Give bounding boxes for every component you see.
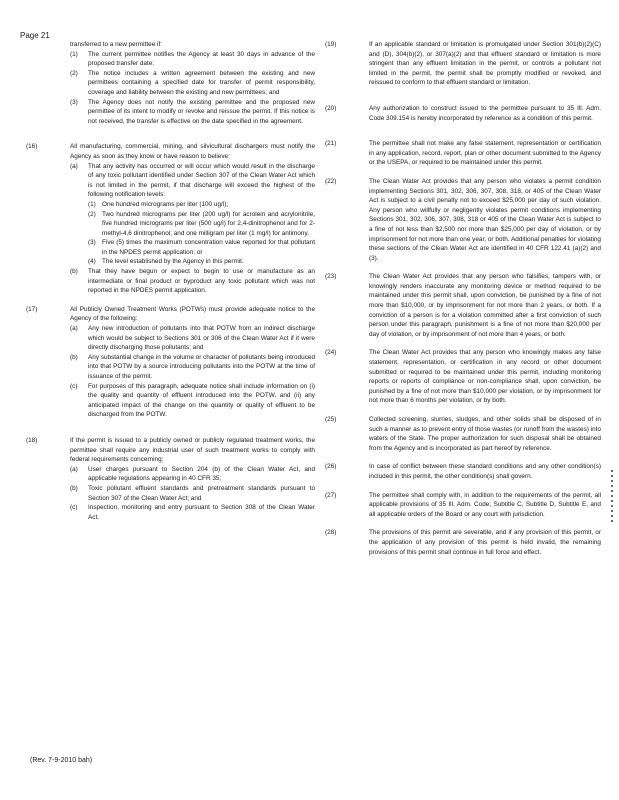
revision-footer: (Rev. 7-9-2010 bah) bbox=[30, 757, 93, 764]
condition-17-item: (c) For purposes of this paragraph, adequate notice shall include information on (i) the quality and quantity of effluent introduced into the POTW, and (ii) any anticipated impact of the change on the quantity or quality of effluent to be discharged from the POTW. bbox=[70, 382, 315, 419]
condition-18-item: (c) Inspection, monitoring and entry pursuant to Section 308 of the Clean Water Act. bbox=[70, 504, 315, 521]
condition-20: (20) Any authorization to construct issued to the permittee pursuant to 35 Ill. Adm. Code 309.154 is hereby incorporated by reference as a condition of this permit. bbox=[325, 104, 601, 122]
notification-level: (3) Five (5) times the maximum concentration value reported for that pollutant in the NPDES permit application; or bbox=[88, 239, 315, 256]
condition-18 bbox=[26, 436, 315, 522]
condition-intro: If the permit is issued to a publicly owned or publicly regulated treatment works, the permittee shall require any industrial user of such treatment works to comply with federal requirements concerning: bbox=[70, 436, 315, 464]
scan-edge-mark bbox=[611, 470, 613, 522]
condition-23: (23) The Clean Water Act provides that any person who falsifies, tampers with, or knowingly renders inaccurate any monitoring device or method required to be maintained under this permit shall, upon conviction, be punished by a fine of not more than $10,000, or by imprisonment for not more than 2 years, or both. If a conviction of a person is for a violation committed after a first conviction of such person under this paragraph, punishment is a fine of not more than $20,000 per day of violation, or by imprisonment of not more than 4 years, or both. bbox=[325, 273, 601, 338]
condition-intro: All manufacturing, commercial, mining, and silvicultural dischargers must notify the Agency as soon as they know or have reason to believe: bbox=[70, 143, 315, 160]
condition-24: (24) The Clean Water Act provides that any person who knowingly makes any false statement, representation, or certification in any record or other document submitted or required to be maintained under this permit, including monitoring reports or reports of compliance or non-compliance shall, upon conviction, be punished by a fine of not more than $10,000 per violation, or by imprisonment for not more than 6 months per violation, or by both. bbox=[325, 349, 601, 405]
condition-22-additional: Additional penalties for violating these sections of the Clean Water Act are identified in 40 CFR 122.41 (a)(2) and (3). bbox=[369, 235, 601, 262]
condition-18-item: (b) Toxic pollutant effluent standards and pretreatment standards pursuant to Section 307 of the Clean Water Act; and bbox=[70, 484, 315, 502]
condition-number: (18) bbox=[26, 436, 38, 444]
notification-level: (1) One hundred micrograms per liter (100 ug/l); bbox=[88, 200, 229, 208]
condition-19: (19) If an applicable standard or limitation is promulgated under Section 301(b)(2)(C) and (D), 304(b)(2), or 307(a)(2) and that effluent standard or limitation is more stringent than any effluent limitation in the permit, or controls a pollutant not limited in the permit, the permit shall be promptly modified or revoked, and reissued to conform to that effluent standard or limitation. bbox=[325, 41, 601, 87]
condition-number: (16) bbox=[26, 143, 38, 151]
transfer-item: (1) The current permittee notifies the Agency at least 30 days in advance of the proposed transfer date; bbox=[70, 50, 315, 68]
condition-17-item: (b) Any substantial change in the volume or character of pollutants being introduced into that POTW by a source introducing pollutants into the POTW at the time of issuance of the permit. bbox=[70, 353, 316, 380]
condition-25: (25) Collected screening, slurries, sludges, and other solids shall be disposed of in such a manner as to prevent entry of those wastes (or runoff from the wastes) into waters of the State. The proper authorization for such disposal shall be obtained from the Agency and is incorporated as part hereof by reference. bbox=[325, 416, 601, 452]
condition-17 bbox=[26, 305, 315, 420]
condition-17-item: (a) Any new introduction of pollutants into that POTW from an indirect discharge which would be subject to Sections 301 or 306 of the Clean Water Act if it were directly discharging those pollutants; and bbox=[70, 325, 315, 352]
condition-26: (26) In case of conflict between these standard conditions and any other condition(s) included in this permit, the other condition(s) shall govern. bbox=[325, 463, 601, 480]
transfer-intro: transferred to a new permittee if: bbox=[70, 41, 162, 48]
condition-28: (28) The provisions of this permit are severable, and if any provision of this permit, or the application of any provision of this permit is held invalid, the remaining provisions of this permit shall continue in full force and effect. bbox=[325, 529, 601, 556]
left-column bbox=[26, 40, 315, 522]
condition-27: (27) The permittee shall comply with, in addition to the requirements of the permit, all applicable provisions of 35 Ill. Adm. Code, Subtitle C, Subtitle D, Subtitle E, and all applicable orders of the Board or any court with jurisdiction. bbox=[325, 491, 601, 518]
condition-16-a: (a) That any activity has occurred or will occur which would result in the discharge of any toxic pollutant identified under Section 307 of the Clean Water Act which is not limited in the permit, if that discharge will exceed the highest of the following notification levels: (1) One hundred micrograms per liter (100 ug/l); (2) Two hundred micrograms per liter (200 ug/l) for acrolein and acrylonitrile, five hundred micrograms per liter (500 ug/l) for 2,4-dinitrophenol and for 2-methyl-4,6 dinitrophenol; and one milligram per liter (1 mg/l) for antimony. (3) Five (5) times the maximum concentration value reported for that pollutant in the NPDES permit application; or (4) The level established by the Agency in this permit. bbox=[70, 162, 315, 266]
condition-16-b: (b) That they have begun or expect to begin to use or manufacture as an intermediate or final product or byproduct any toxic pollutant which was not reported in the NPDES permit application. bbox=[70, 268, 315, 295]
transfer-continuation bbox=[26, 40, 315, 126]
page-number: Page 21 bbox=[20, 31, 50, 40]
condition-number: (17) bbox=[26, 305, 38, 313]
condition-21: (21) The permittee shall not make any false statement, representation or certification in any application, record, report, plan or other document submitted to the Agency or the USEPA, or required to be maintained under this permit. bbox=[325, 140, 601, 167]
right-column bbox=[325, 40, 601, 557]
condition-22: (22) The Clean Water Act provides that any person who violates a permit condition implementing Sections 301, 302, 306, 307, 308, 318, or 405 of the Clean Water Act is subject to a civil penalty not to exceed $25,000 per day of such violation. Any person who willfully or negligently violates permit conditions implementing Sections 301, 302, 306, 307, 308, 318 or 405 of the Clean Water Act is subject to a fine of not less than $2,500 nor more than $25,000 per day of violation, or by imprisonment for not more than one year, or both. Additional penalties for violating these sections of the Clean Water Act are identified in 40 CFR 122.41 (a)(2) and (3). bbox=[325, 177, 601, 262]
notification-level: (4) The level established by the Agency in this permit. bbox=[88, 258, 244, 266]
notification-level: (2) Two hundred micrograms per liter (200 ug/l) for acrolein and acrylonitrile, five hundred micrograms per liter (500 ug/l) for 2,4-dinitrophenol and for 2-methyl-4,6 dinitrophenol; and one milligram per liter (1 mg/l) for antimony. bbox=[88, 210, 315, 237]
transfer-item: (2) The notice includes a written agreement between the existing and new permittees containing a specified date for transfer of permit responsibility, coverage and liability between the existing and new permittees; and bbox=[70, 69, 315, 96]
transfer-item: (3) The Agency does not notify the existing permittee and the proposed new permittee of its intent to modify or revoke and reissue the permit. If this notice is not received, the transfer is effective on the date specified in the agreement. bbox=[70, 98, 315, 125]
condition-18-item: (a) User charges pursuant to Section 204 (b) of the Clean Water Act, and applicable regulations appearing in 40 CFR 35; bbox=[70, 465, 315, 483]
condition-intro: All Publicly Owned Treatment Works (POTWs) must provide adequate notice to the Agency of the following: bbox=[70, 305, 315, 323]
condition-16 bbox=[26, 142, 315, 296]
